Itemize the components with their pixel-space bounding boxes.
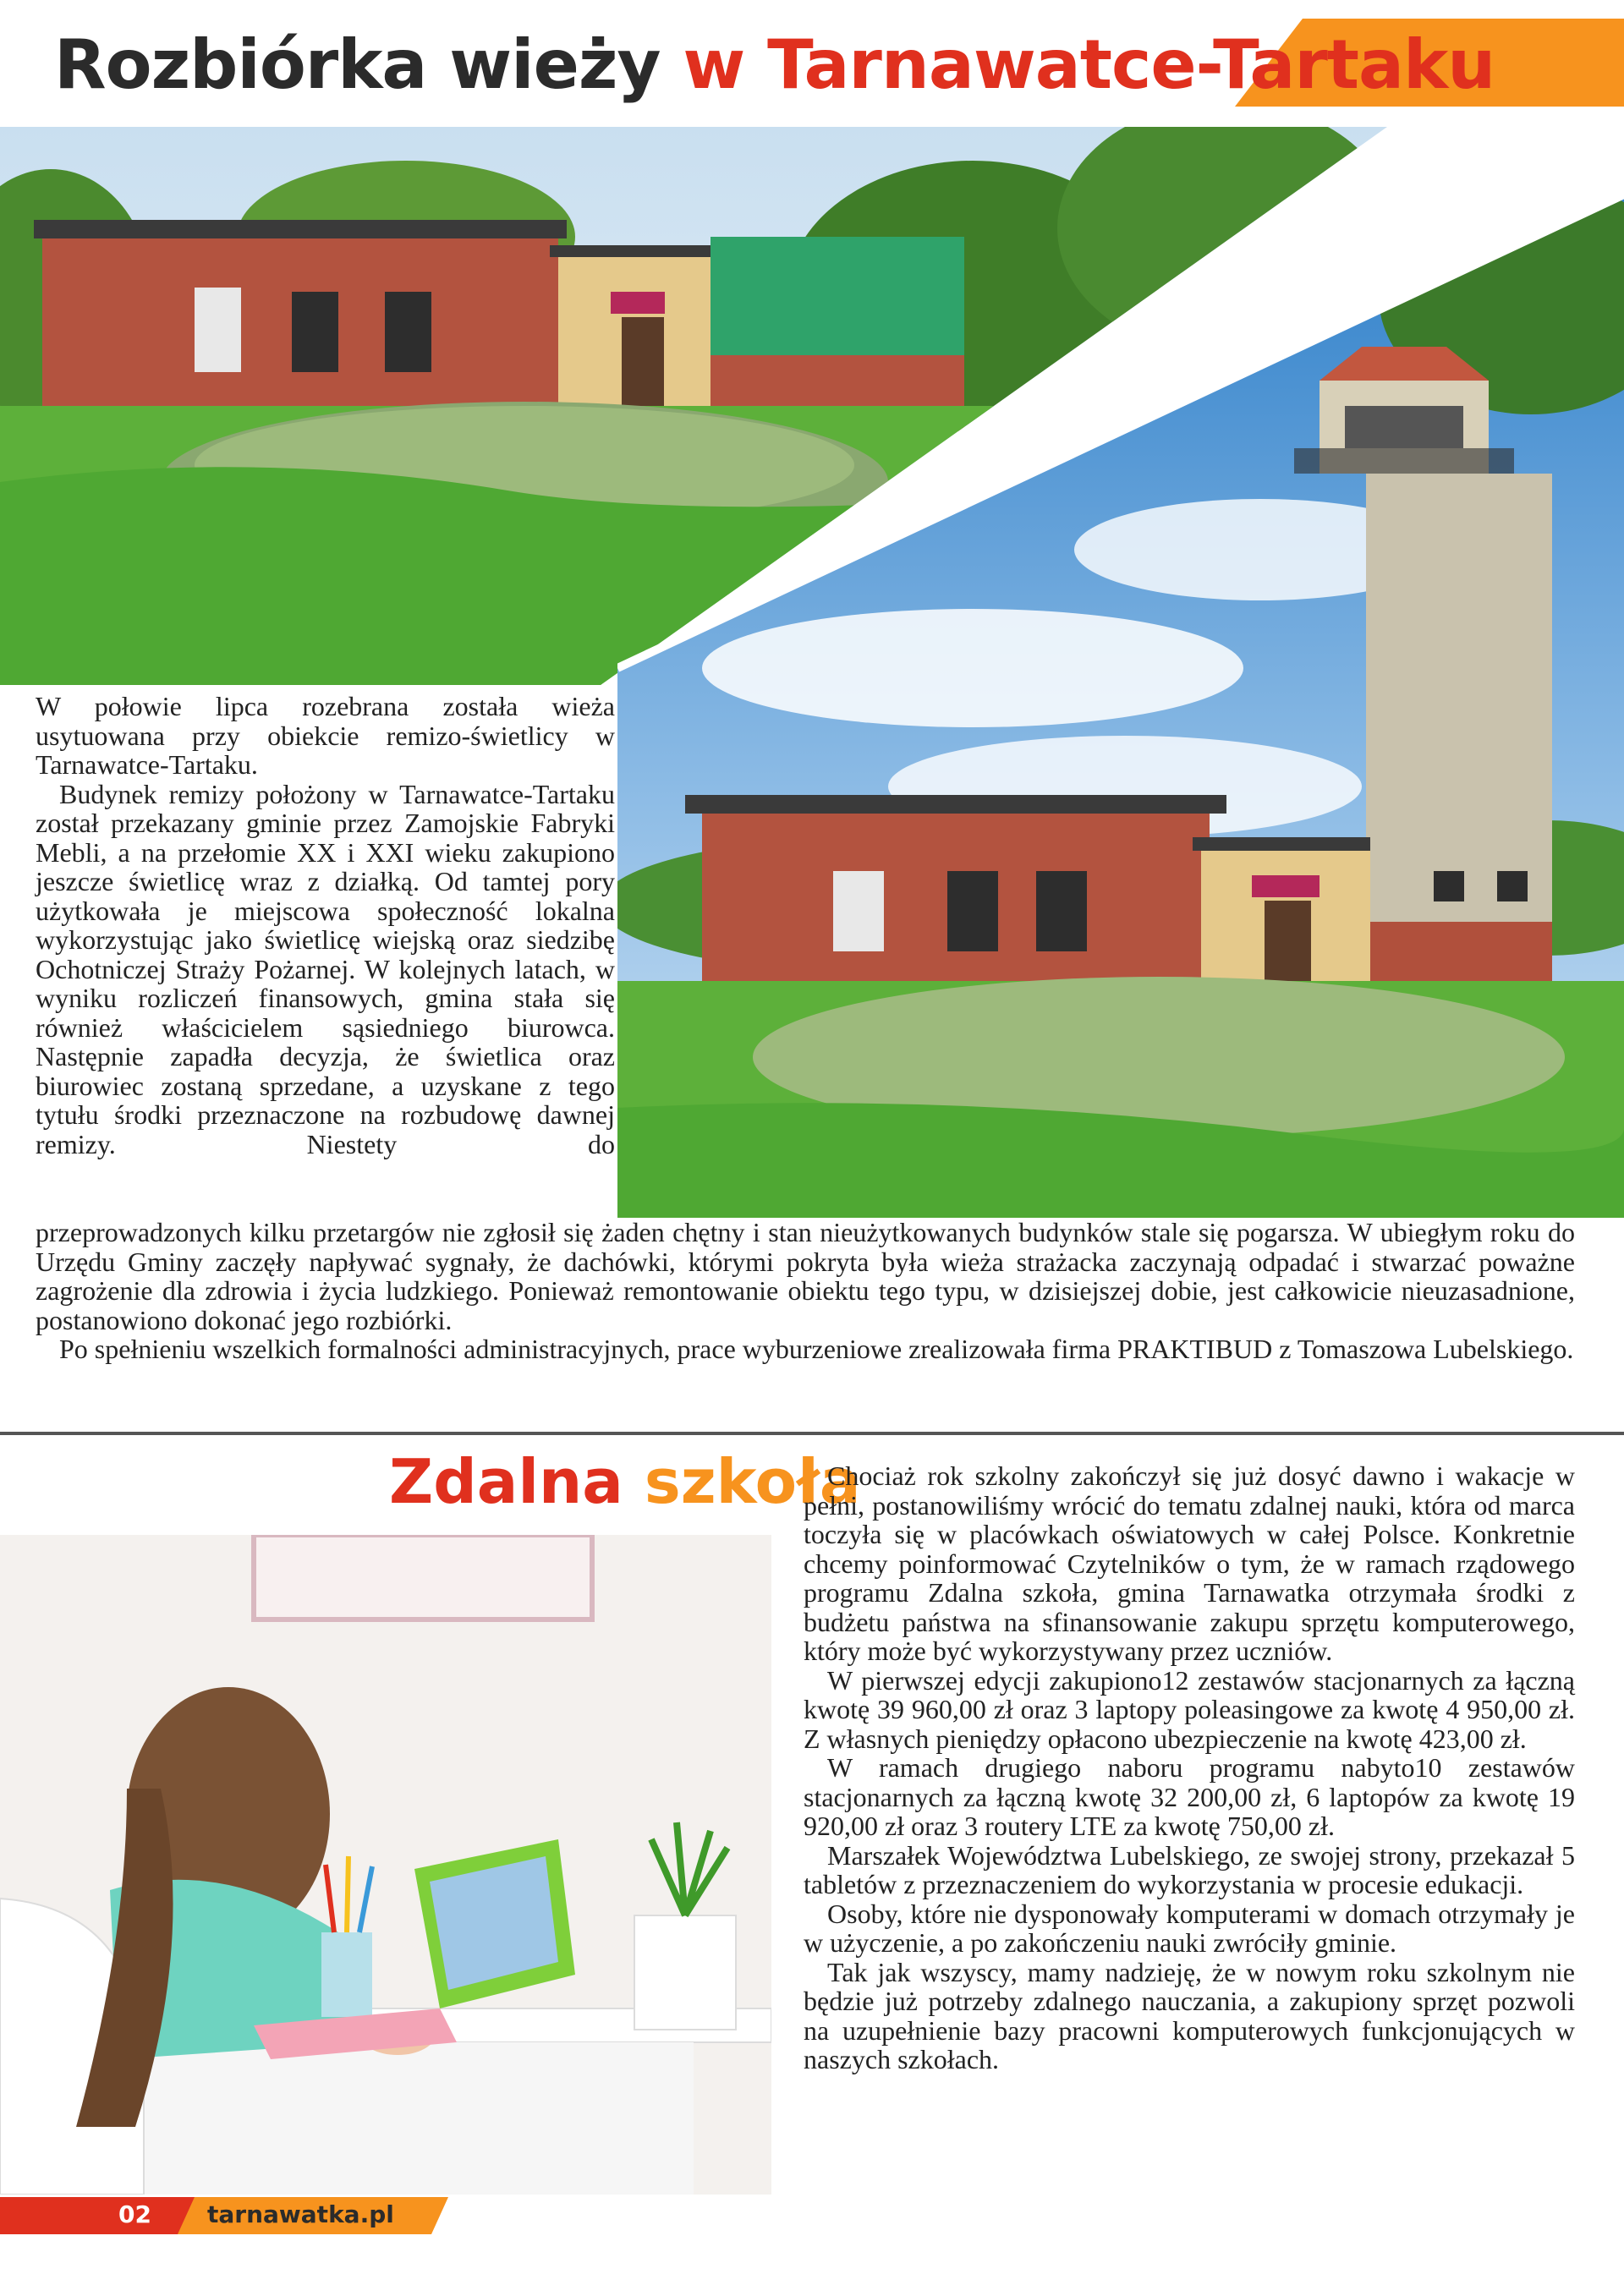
footer-page-bar xyxy=(0,2197,203,2234)
section-divider xyxy=(0,1432,1624,1435)
article2-paragraph-4: Marszałek Województwa Lubelskiego, ze swojej strony, przekazał 5 tabletów z przeznaczeniem do wykorzystania w procesie edukacji. xyxy=(804,1839,1575,1899)
article2-body xyxy=(804,1461,1575,2074)
article2-title-part2: szkoła xyxy=(644,1446,861,1517)
photo-girl-with-tablet xyxy=(0,1535,771,2195)
article2-title xyxy=(389,1446,860,1517)
article-paragraph-2-cont: przeprowadzonych kilku przetargów nie zgłosił się żaden chętny i stan nieużytkowanych budynków stale się pogarsza. W ubiegłym roku do Urzędu Gminy zaczęły napływać sygnały, że dachówki, którymi pokryta była wieża strażacka zaczynają odpadać i stwarzać poważne zagrożenie dla zdrowia i życia ludzkiego. Ponieważ remontowanie obiektu tego typu, w dzisiejszej dobie, jest całkowicie nieuzasadnione, postanowiono dokonać jego rozbiórki. xyxy=(36,1217,1575,1335)
article-body-narrow xyxy=(36,692,615,1159)
article-paragraph-2: Budynek remizy położony w Tarnawatce-Tartaku został przekazany gminie przez Zamojskie Fabryki Mebli, a na przełomie XX i XXI wieku zakupiono jeszcze świetlicę wraz z działką. Od tamtej pory użytkowała je miejscowa społeczność lokalna wykorzystując jako świetlicę wiejską oraz siedzibę Ochotniczej Straży Pożarnej. W kolejnych latach, w wyniku rozliczeń finansowych, gmina stała się również właścicielem sąsiedniego biurowca. Następnie zapadła decyzja, że świetlica oraz biurowiec zostaną sprzedane, a uzyskane z tego tytułu środki przeznaczone na rozbudowę dawnej remizy. Niestety do xyxy=(36,778,615,1159)
article2-paragraph-1: Chociaż rok szkolny zakończył się już dosyć dawno i wakacje w pełni, postanowiliśmy wrócić do tematu zdalnej nauki, która od marca toczyła się w placówkach oświatowych w całej Polsce. Konkretnie chcemy poinformować Czytelników o tym, że w ramach rządowego programu Zdalna szkoła, gmina Tarnawatka otrzymała środki z budżetu państwa na sfinansowanie zakupu sprzętu komputerowego, który może być wykorzystywany przez uczniów. xyxy=(804,1460,1575,1666)
footer-site-link[interactable]: tarnawatka.pl xyxy=(207,2200,394,2228)
footer-page-number: 02 xyxy=(118,2200,151,2228)
article2-paragraph-5: Osoby, które nie dysponowały komputerami w domach otrzymały je w użyczenie, a po zakończeniu nauki zwróciły gminie. xyxy=(804,1898,1575,1958)
article-paragraph-3: Po spełnieniu wszelkich formalności administracyjnych, prace wyburzeniowe zrealizowała firma PRAKTIBUD z Tomaszowa Lubelskiego. xyxy=(59,1334,1574,1364)
photo-remiza-with-tower xyxy=(617,195,1624,1218)
article-title xyxy=(54,25,1495,104)
article2-paragraph-6: Tak jak wszyscy, mamy nadzieję, że w nowym roku szkolnym nie będzie już potrzeby zdalnego nauczania, a zakupiony sprzęt pozwoli na uzupełnienie bazy pracowni komputerowych funkcjonujących w naszych szkołach. xyxy=(804,1956,1575,2074)
article-title-part2: w Tarnawatce-Tartaku xyxy=(683,25,1495,104)
article2-title-part1: Zdalna xyxy=(389,1446,645,1517)
article-title-part1: Rozbiórka wieży xyxy=(54,25,683,104)
article-body-wide xyxy=(36,1218,1575,1364)
article-paragraph-1: W połowie lipca rozebrana została wieża usytuowana przy obiekcie remizo-świetlicy w Tarnawatce-Tartaku. xyxy=(36,691,615,780)
article2-paragraph-2: W pierwszej edycji zakupiono12 zestawów stacjonarnych za łączną kwotę 39 960,00 zł oraz 3 laptopy poleasingowe za kwotę 4 950,00 zł. Z własnych pieniędzy opłacono ubezpieczenie na kwotę 423,00 zł. xyxy=(804,1664,1575,1754)
article2-paragraph-3: W ramach drugiego naboru programu nabyto10 zestawów stacjonarnych za łączną kwotę 32 200,00 zł, 6 laptopów za kwotę 19 920,00 zł oraz 3 routery LTE za kwotę 750,00 zł. xyxy=(804,1752,1575,1841)
